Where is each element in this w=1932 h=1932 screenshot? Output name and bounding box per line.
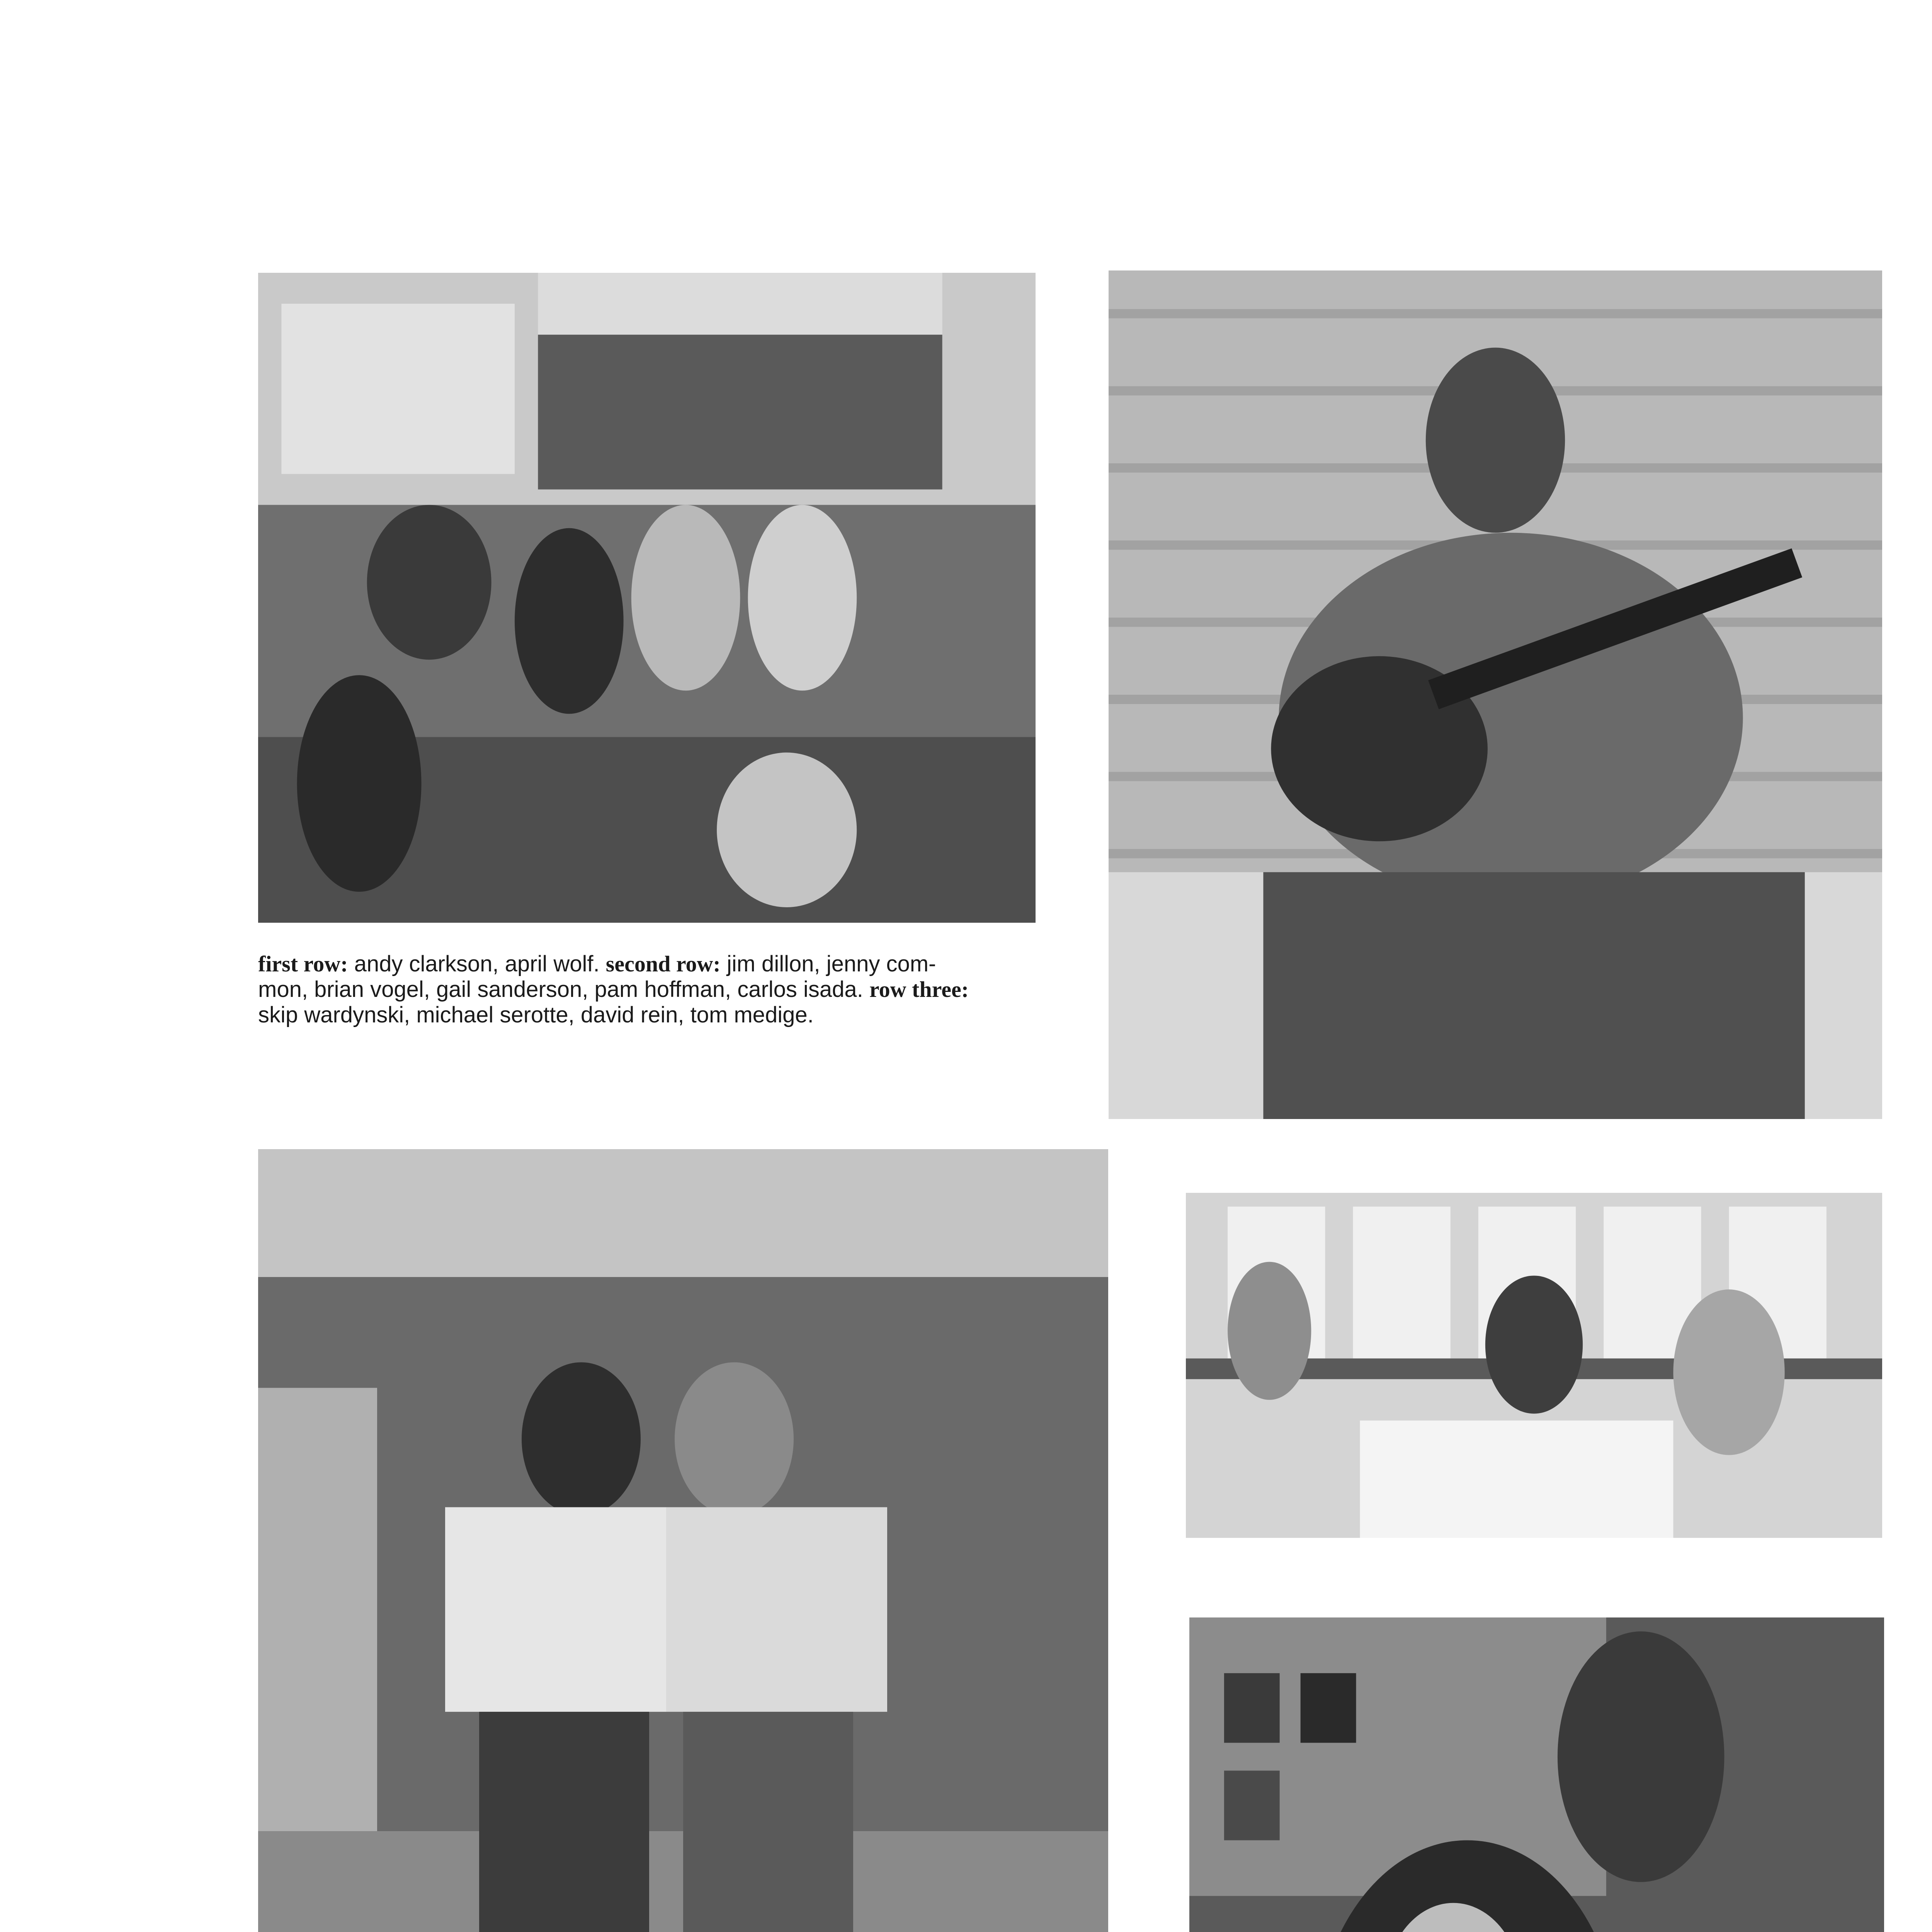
caption-second-row-names: jim dillon, jenny com- <box>726 951 936 976</box>
caption-first-row-label: first row: <box>258 951 348 976</box>
caption-first-row-names: andy clarkson, april wolf. <box>354 951 600 976</box>
caption-line-1 <box>258 951 1039 977</box>
two-girls-photo <box>258 1149 1108 1932</box>
caption-line-3 <box>258 1002 1039 1028</box>
long-haired-girl-photo <box>1189 1617 1884 1932</box>
caption-row-three-label: row three: <box>869 977 969 1002</box>
caption-second-row-label: second row: <box>605 951 721 976</box>
caption-row-three-names: skip wardynski, michael serotte, david rein, tom medige. <box>258 1002 814 1027</box>
caption-second-row-cont: mon, brian vogel, gail sanderson, pam hoffman, carlos isada. <box>258 977 863 1002</box>
guitar-player-photo <box>1109 270 1882 1119</box>
cafe-table-photo <box>1186 1193 1882 1538</box>
group-photo <box>258 273 1036 923</box>
caption-line-2 <box>258 977 1039 1002</box>
group-photo-caption <box>258 951 1039 1028</box>
